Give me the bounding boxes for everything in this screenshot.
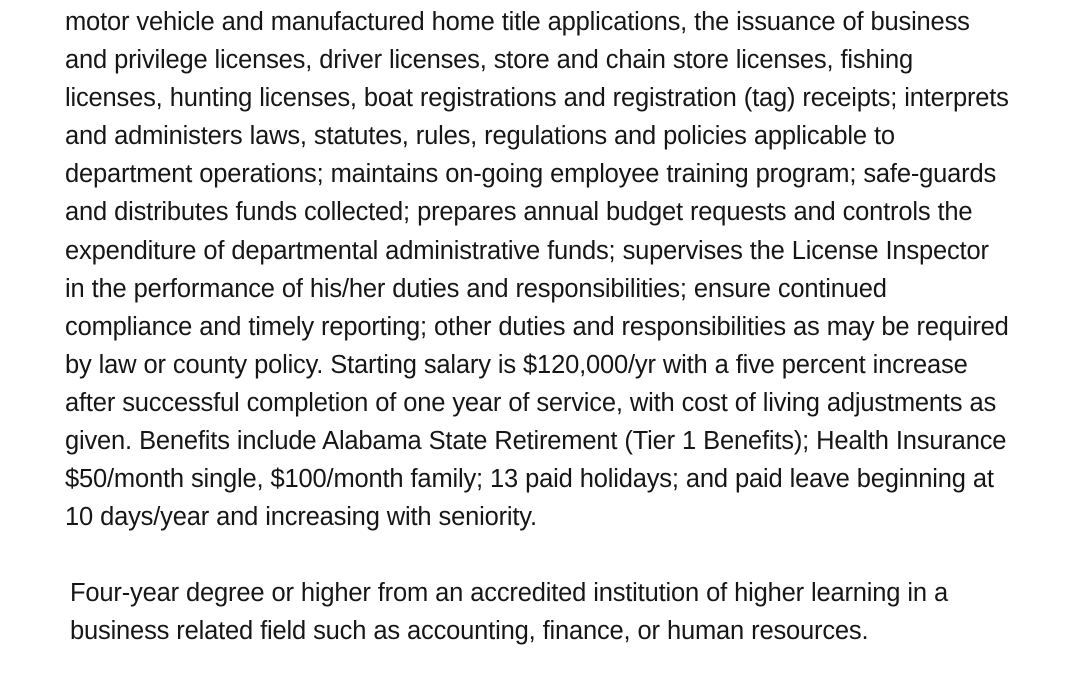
paragraph-duties-and-compensation: motor vehicle and manufactured home title applications, the issuance of business and privilege licenses, driver licenses, store and chain store licenses, fishing licenses, hunting licenses, boat registrations and registration (tag) receipts; interprets and administers laws, statutes, rules, regulations and policies applicable to department operations; maintains on-going employee training program; safe-guards and distributes funds collected; prepares annual budget requests and controls the expenditure of departmental administrative funds; supervises the License Inspector in the performance of his/her duties and responsibilities; ensure continued compliance and timely reporting; other duties and responsibilities as may be required by law or county policy. Starting salary is $120,000/yr with a five percent increase after successful completion of one year of service, with cost of living adjustments as given. Benefits include Alabama State Retirement (Tier 1 Benefits); Health Insurance $50/month single, $100/month family; 13 paid holidays; and paid leave beginning at 10 days/year and increasing with seniority. [65, 8, 1016, 532]
paragraph-education-requirements: Four-year degree or higher from an accredited institution of higher learning in a business related field such as accounting, finance, or human resources. [70, 579, 956, 646]
